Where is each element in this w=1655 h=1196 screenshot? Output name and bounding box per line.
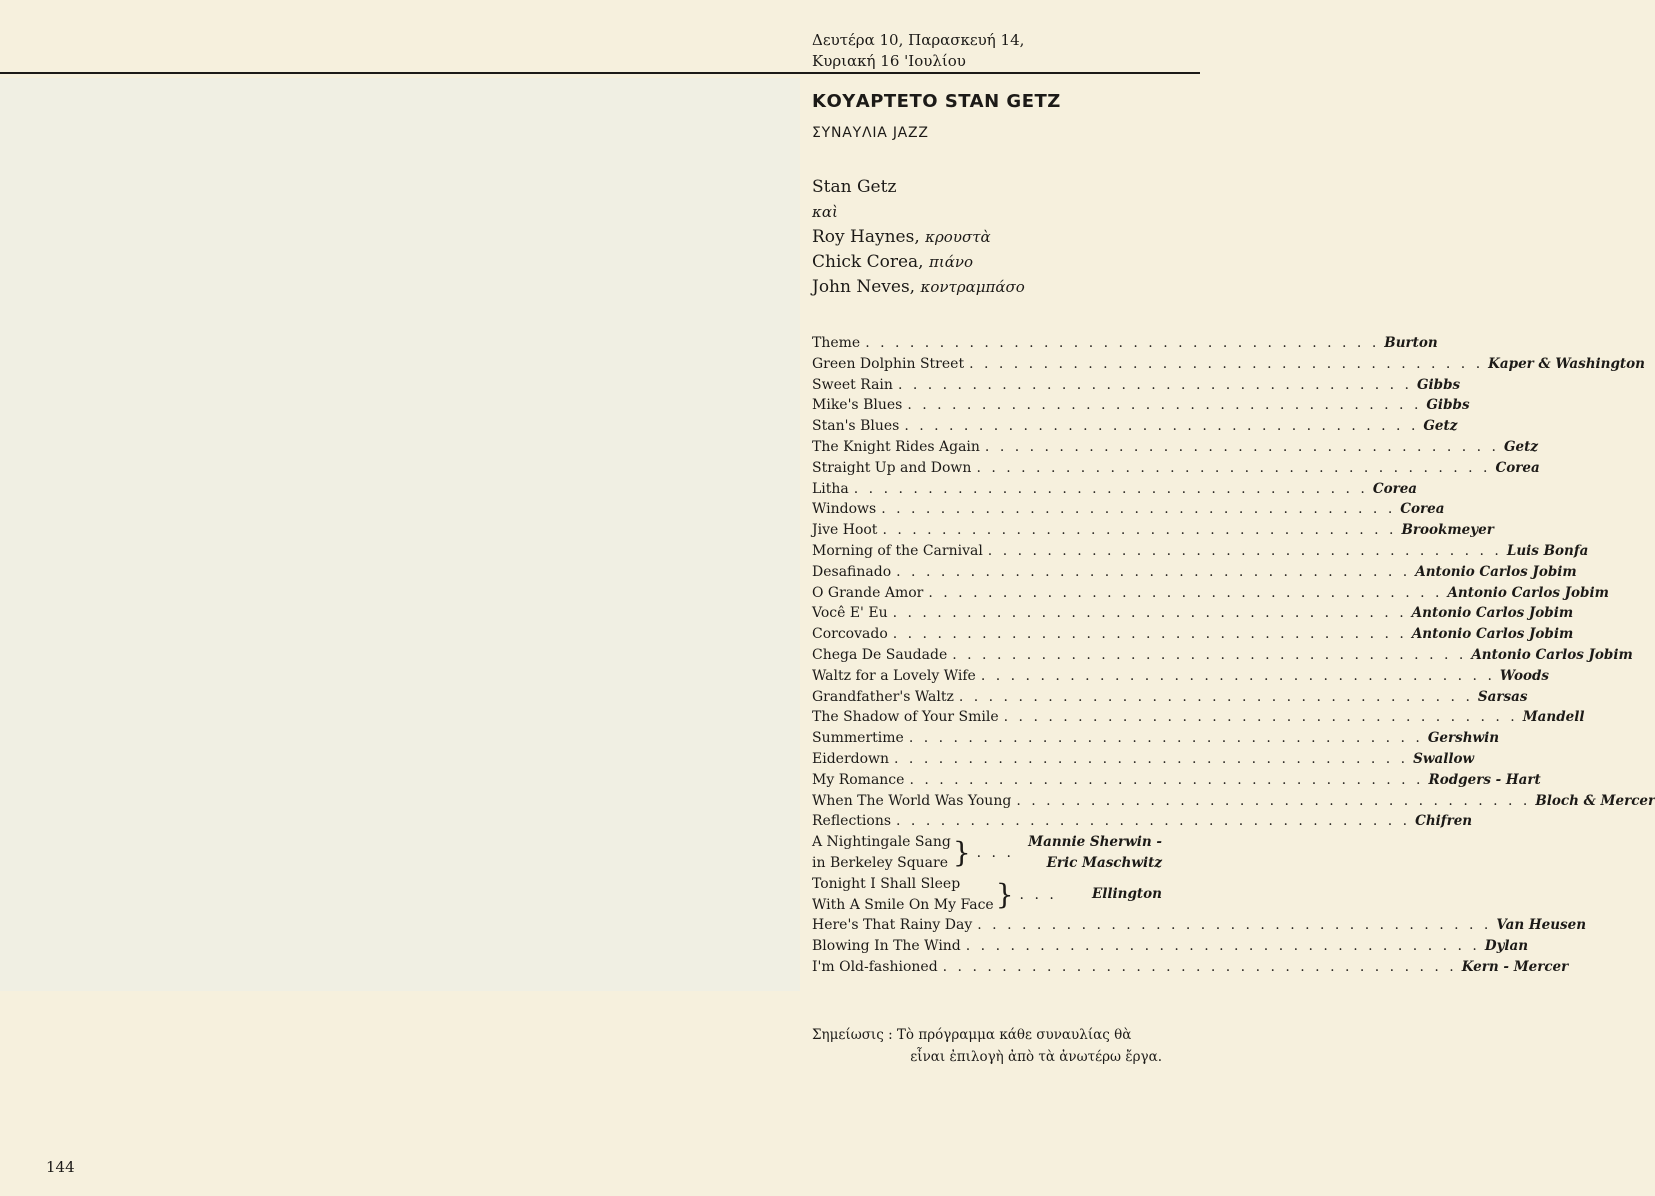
piece-title: Sweet Rain [812,376,893,393]
piece-title-line: in Berkeley Square [812,854,948,871]
piece-title-group [812,832,951,874]
performer-name: John Neves, [812,277,916,297]
dot-leader: . . . . . . . . . . . . . . . . . . . . . . . . . . . . . . . . . . . [909,771,1424,788]
page-number: 144 [46,1158,75,1176]
program-item [812,728,1500,749]
performer-role: κοντραμπάσο [920,278,1025,296]
composer-name: Swallow [1413,750,1475,767]
piece-title: Blowing In The Wind [812,938,961,955]
composer-name: Brookmeyer [1401,522,1494,539]
program-item [812,957,1569,978]
dot-leader: . . . . . . . . . . . . . . . . . . . . . . . . . . . . . . . . . . . [969,355,1484,372]
program-item [812,770,1541,791]
piece-title-line: Tonight I Shall Sleep [812,875,961,892]
composer-name: Corea [1400,501,1445,518]
program-list [812,333,1655,978]
header-rule [0,72,1200,74]
dot-leader: . . . . . . . . . . . . . . . . . . . . . . . . . . . . . . . . . . . [980,667,1495,684]
dot-leader: . . . . . . . . . . . . . . . . . . . . . . . . . . . . . . . . . . . [958,688,1473,705]
date-line-2: Κυριακή 16 'Ιουλίου [812,52,966,70]
composer-name: Getz [1423,418,1458,435]
composer-name: Dylan [1484,938,1529,955]
piece-title: I'm Old-fashioned [812,958,938,975]
piece-title: O Grande Amor [812,584,924,601]
performers-conjunction: καὶ [812,203,838,221]
dot-leader: . . . . . . . . . . . . . . . . . . . . . . . . . . . . . . . . . . . [952,646,1467,663]
dot-leader: . . . [976,844,1014,861]
composer-name: Sarsas [1477,688,1528,705]
piece-title: Grandfather's Waltz [812,688,954,705]
program-main [812,333,1655,832]
piece-title: Theme [812,335,861,351]
composer-name: Woods [1499,667,1550,684]
blank-panel [0,78,800,991]
piece-title-group [812,874,994,916]
program-item [812,936,1529,957]
dot-leader: . . . . . . . . . . . . . . . . . . . . . . . . . . . . . . . . . . . [977,917,1492,934]
note-line-2: εἶναι ἐπιλογὴ ἀπὸ τὰ ἀνωτέρω ἔργα. [910,1049,1162,1065]
program-item [812,915,1587,936]
piece-title: Você E' Eu [812,605,888,622]
performer [812,225,1172,250]
piece-title: Jive Hoot [812,522,878,539]
piece-title: Mike's Blues [812,397,903,414]
program-item [812,791,1655,812]
performer-role: πιάνο [929,253,974,271]
composer-name: Antonio Carlos Jobim [1447,584,1609,601]
program-item [812,395,1470,416]
program-item [812,499,1445,520]
program-item [812,811,1473,832]
piece-title: The Knight Rides Again [812,438,980,455]
dot-leader: . . . . . . . . . . . . . . . . . . . . . . . . . . . . . . . . . . . [865,335,1380,351]
piece-title: Desafinado [812,563,892,580]
program-item [812,624,1574,645]
piece-title: Windows [812,501,877,518]
brace: } [995,877,1014,911]
dot-leader: . . . . . . . . . . . . . . . . . . . . . . . . . . . . . . . . . . . [881,501,1396,518]
composer-name: Van Heusen [1496,917,1587,934]
composer-name: Burton [1384,335,1438,351]
piece-title: The Shadow of Your Smile [812,709,999,726]
composer-line: Eric Maschwitz [1046,854,1162,871]
concert-dates [812,30,1172,72]
piece-title: When The World Was Young [812,792,1012,809]
piece-title: Reflections [812,813,892,830]
performer [812,250,1172,275]
performers-list [812,175,1172,300]
performer [812,275,1172,300]
piece-title: Chega De Saudade [812,646,948,663]
program-tail [812,915,1587,977]
dot-leader: . . . [1019,886,1057,903]
date-line-1: Δευτέρα 10, Παρασκευή 14, [812,31,1025,49]
dot-leader: . . . . . . . . . . . . . . . . . . . . . . . . . . . . . . . . . . . [965,938,1480,955]
composer-name: Rodgers - Hart [1428,771,1541,788]
dot-leader: . . . . . . . . . . . . . . . . . . . . . . . . . . . . . . . . . . . [928,584,1443,601]
dot-leader: . . . . . . . . . . . . . . . . . . . . . . . . . . . . . . . . . . . [987,542,1502,559]
composer-name: Antonio Carlos Jobim [1471,646,1633,663]
piece-title: Stan's Blues [812,418,900,435]
composer-name: Luis Bonfa [1506,542,1589,559]
program-item [812,562,1577,583]
brace: } [952,835,971,869]
program-item [812,437,1539,458]
composer-name: Chifren [1415,813,1473,830]
program-item [812,645,1633,666]
program-item [812,707,1585,728]
piece-title: Green Dolphin Street [812,355,965,372]
performer-name: Roy Haynes, [812,227,920,247]
program-item [812,333,1438,354]
piece-title: My Romance [812,771,905,788]
composer-line: Ellington [1092,886,1162,903]
program-item [812,541,1589,562]
program-item [812,458,1540,479]
composer-group [1028,832,1162,874]
composer-name: Gibbs [1426,397,1470,414]
composer-name: Antonio Carlos Jobim [1415,563,1577,580]
piece-title: Corcovado [812,626,888,643]
composer-name: Corea [1495,459,1540,476]
composer-name: Gershwin [1427,730,1500,747]
dot-leader: . . . . . . . . . . . . . . . . . . . . . . . . . . . . . . . . . . . [892,626,1407,643]
page-title: ΚΟΥΑΡΤΕΤΟ STAN GETZ [812,91,1061,112]
composer-name: Getz [1504,438,1539,455]
program-item [812,603,1574,624]
piece-title: Eiderdown [812,750,890,767]
program-item [812,687,1528,708]
dot-leader: . . . . . . . . . . . . . . . . . . . . . . . . . . . . . . . . . . . [853,480,1368,497]
composer-name: Antonio Carlos Jobim [1411,626,1574,643]
piece-title-line: A Nightingale Sang [812,834,951,851]
performer-leader: Stan Getz [812,177,897,197]
piece-title: Litha [812,480,849,497]
piece-title: Waltz for a Lovely Wife [812,667,976,684]
dot-leader: . . . . . . . . . . . . . . . . . . . . . . . . . . . . . . . . . . . [1016,792,1531,809]
piece-title: Straight Up and Down [812,459,972,476]
program-item [812,479,1418,500]
dot-leader: . . . . . . . . . . . . . . . . . . . . . . . . . . . . . . . . . . . [904,418,1419,435]
program-item [812,375,1461,396]
performer-name: Chick Corea, [812,252,924,272]
composer-name: Gibbs [1417,376,1461,393]
dot-leader: . . . . . . . . . . . . . . . . . . . . . . . . . . . . . . . . . . . [908,730,1423,747]
program-item-group [812,832,1162,874]
composer-name: Corea [1372,480,1418,497]
dot-leader: . . . . . . . . . . . . . . . . . . . . . . . . . . . . . . . . . . . [892,605,1407,622]
composer-line: Mannie Sherwin - [1028,834,1162,851]
dot-leader: . . . . . . . . . . . . . . . . . . . . . . . . . . . . . . . . . . . [896,563,1411,580]
composer-group [1092,884,1162,905]
performer-role: κρουστὰ [925,228,991,246]
composer-name: Kern - Mercer [1461,958,1569,975]
dot-leader: . . . . . . . . . . . . . . . . . . . . . . . . . . . . . . . . . . . [894,750,1409,767]
piece-title-line: With A Smile On My Face [812,896,994,913]
dot-leader: . . . . . . . . . . . . . . . . . . . . . . . . . . . . . . . . . . . [897,376,1413,393]
dot-leader: . . . . . . . . . . . . . . . . . . . . . . . . . . . . . . . . . . . [942,958,1457,975]
composer-name: Antonio Carlos Jobim [1411,605,1574,622]
dot-leader: . . . . . . . . . . . . . . . . . . . . . . . . . . . . . . . . . . . [976,459,1491,476]
piece-title: Here's That Rainy Day [812,917,973,934]
dot-leader: . . . . . . . . . . . . . . . . . . . . . . . . . . . . . . . . . . . [907,397,1422,414]
program-item-group [812,874,1162,916]
dot-leader: . . . . . . . . . . . . . . . . . . . . . . . . . . . . . . . . . . . [882,522,1397,539]
program-item [812,666,1550,687]
dot-leader: . . . . . . . . . . . . . . . . . . . . . . . . . . . . . . . . . . . [984,438,1499,455]
program-item [812,749,1475,770]
program-item [812,583,1609,604]
piece-title: Summertime [812,730,904,747]
composer-name: Bloch & Mercer [1535,792,1655,809]
program-note [812,1024,1162,1068]
program-item [812,354,1645,375]
composer-name: Mandell [1522,709,1585,726]
dot-leader: . . . . . . . . . . . . . . . . . . . . . . . . . . . . . . . . . . . [896,813,1411,830]
program-item [812,416,1458,437]
program-item [812,520,1494,541]
composer-name: Kaper & Washington [1488,355,1645,372]
piece-title: Morning of the Carnival [812,542,983,559]
note-line-1: Σημείωσις : Τὸ πρόγραμμα κάθε συναυλίας θὰ [812,1027,1132,1043]
page-subtitle: ΣΥΝΑΥΛΙΑ JAZZ [812,125,929,141]
dot-leader: . . . . . . . . . . . . . . . . . . . . . . . . . . . . . . . . . . . [1003,709,1518,726]
